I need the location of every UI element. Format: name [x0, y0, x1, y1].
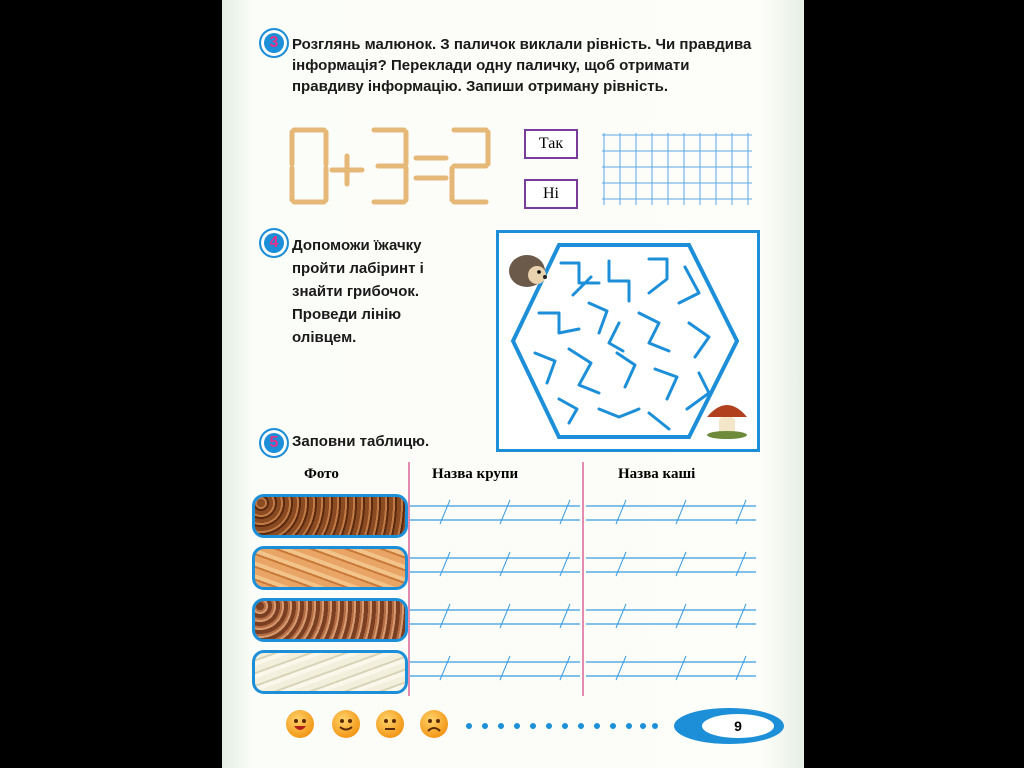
- progress-dot: [466, 723, 472, 729]
- progress-dot: [514, 723, 520, 729]
- progress-dot: [546, 723, 552, 729]
- progress-dot: [640, 723, 646, 729]
- page-number: 9: [702, 714, 774, 738]
- smiley-neutral-icon[interactable]: [376, 710, 404, 738]
- progress-dot: [578, 723, 584, 729]
- writing-grid[interactable]: [602, 133, 752, 205]
- buckwheat-photo: [252, 494, 408, 538]
- answer-lines[interactable]: [410, 490, 756, 700]
- task-3-text: Розглянь малюнок. З паличок виклали рівність. Чи правдива інформація? Переклади одну паличку, щоб отримати правдиву інформацію. Запиши отриману рівність.: [292, 36, 752, 95]
- progress-dot: [610, 723, 616, 729]
- rice-photo: [252, 650, 408, 694]
- hedgehog-icon: [509, 255, 547, 287]
- progress-dot: [652, 723, 658, 729]
- maze-frame: [496, 230, 760, 452]
- task-4-text: Допоможи їжачку пройти лабіринт і знайти грибочок. Проведи лінію олівцем.: [292, 237, 424, 346]
- option-yes-box[interactable]: Так: [524, 129, 578, 159]
- matchstick-equation: [282, 122, 504, 210]
- oat-photo: [252, 546, 408, 590]
- workbook-page: [222, 0, 804, 768]
- progress-dot: [626, 723, 632, 729]
- column-header-photo: Фото: [304, 466, 339, 482]
- page-number-badge: [674, 708, 784, 744]
- progress-dot: [482, 723, 488, 729]
- column-header-grain: Назва крупи: [432, 466, 519, 482]
- progress-dot: [562, 723, 568, 729]
- progress-dot: [498, 723, 504, 729]
- task-5-text: Заповни таблицю.: [292, 433, 430, 450]
- maze[interactable]: [499, 233, 757, 449]
- task-number-4: 4: [259, 228, 289, 258]
- progress-dot: [594, 723, 600, 729]
- smiley-happy-icon[interactable]: [332, 710, 360, 738]
- wheat-photo: [252, 598, 408, 642]
- task-number-3: 3: [259, 28, 289, 58]
- progress-dot: [530, 723, 536, 729]
- smiley-laughing-icon[interactable]: [286, 710, 314, 738]
- smiley-sad-icon[interactable]: [420, 710, 448, 738]
- column-header-porridge: Назва каші: [618, 466, 696, 482]
- task-number-5: 5: [259, 428, 289, 458]
- option-no-box[interactable]: Ні: [524, 179, 578, 209]
- mushroom-icon: [707, 405, 747, 439]
